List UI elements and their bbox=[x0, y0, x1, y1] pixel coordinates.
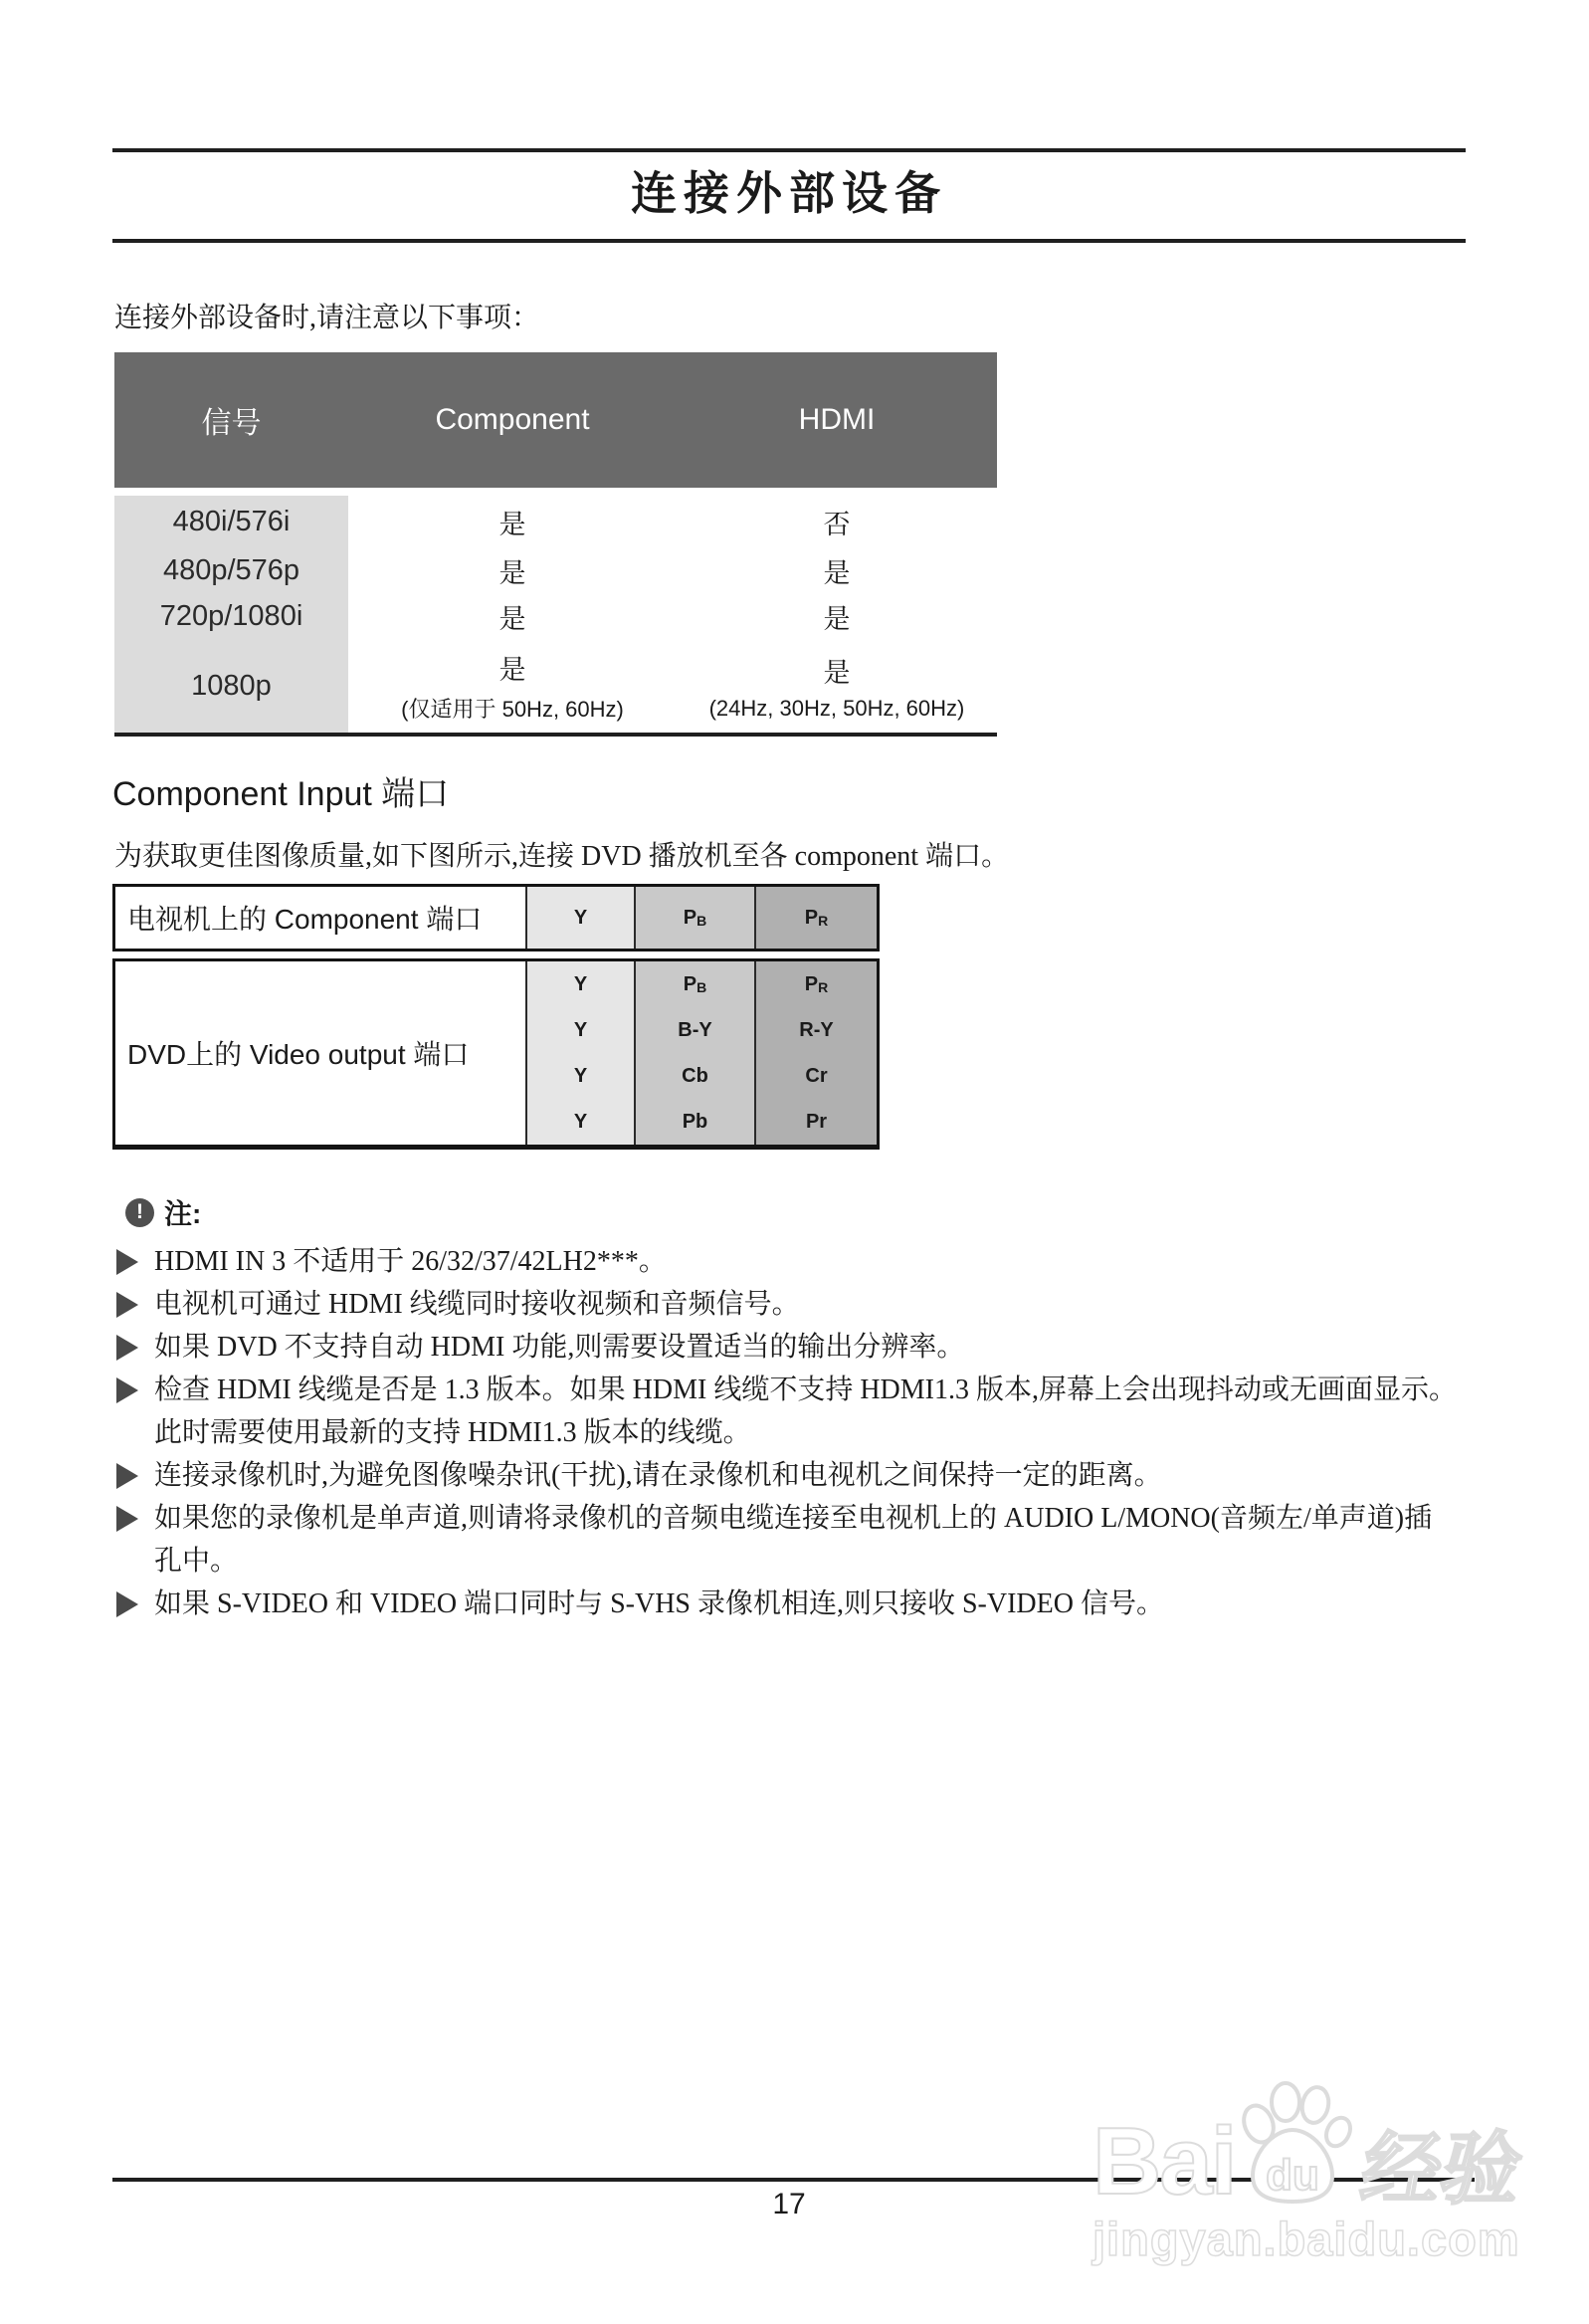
port-cell: P R bbox=[804, 972, 829, 995]
header-signal: 信号 bbox=[201, 407, 262, 440]
component-note: (仅适用于 50Hz, 60Hz) bbox=[401, 697, 624, 722]
port-column-pb bbox=[634, 887, 754, 949]
bullet-triangle-icon bbox=[116, 1292, 138, 1318]
bullet-triangle-icon bbox=[116, 1591, 138, 1617]
component-cell: 是 bbox=[498, 509, 526, 539]
port-cell: P B bbox=[683, 972, 707, 995]
port-cell: B-Y bbox=[678, 1018, 712, 1041]
component-cell: 是 bbox=[498, 557, 526, 588]
list-item: 连接录像机时,为避免图像噪杂讯(干扰),请在录像机和电视机之间保持一定的距离。 bbox=[114, 1454, 1460, 1497]
title-bottom-rule bbox=[112, 239, 1466, 243]
signal-cell: 480i/576i bbox=[114, 496, 348, 547]
bullet-triangle-icon bbox=[116, 1377, 138, 1403]
list-item: 检查 HDMI 线缆是否是 1.3 版本。如果 HDMI 线缆不支持 HDMI1.3 版本,屏幕上会出现抖动或无画面显示。此时需要使用最新的支持 HDMI1.3 版本的线缆。 bbox=[114, 1369, 1460, 1454]
port-cell: Cr bbox=[805, 1064, 828, 1087]
port-cell: Y bbox=[573, 1018, 588, 1041]
watermark bbox=[1092, 2072, 1530, 2266]
bullet-triangle-icon bbox=[116, 1463, 138, 1489]
intro-paragraph: 连接外部设备时,请注意以下事项： bbox=[114, 303, 540, 333]
page-title: 连接外部设备 bbox=[631, 167, 947, 219]
watermark-du-text: du bbox=[1266, 2151, 1320, 2200]
port-column-y bbox=[525, 961, 634, 1145]
bullet-triangle-icon bbox=[116, 1249, 138, 1275]
signal-table-header bbox=[114, 352, 997, 488]
port-cell: P R bbox=[804, 906, 829, 929]
port-column-pr bbox=[754, 961, 877, 1145]
component-cell bbox=[348, 639, 677, 733]
port-cell: Y bbox=[573, 972, 588, 995]
page-number: 17 bbox=[772, 2188, 806, 2220]
component-cell: 是 bbox=[498, 603, 526, 634]
watermark-logo bbox=[1092, 2072, 1530, 2215]
hdmi-cell: 是 bbox=[823, 603, 851, 634]
list-item: 如果 S-VIDEO 和 VIDEO 端口同时与 S-VHS 录像机相连,则只接收 S-VIDEO 信号。 bbox=[114, 1583, 1460, 1625]
hdmi-note: (24Hz, 30Hz, 50Hz, 60Hz) bbox=[708, 695, 965, 721]
top-rule bbox=[112, 148, 1466, 152]
port-cell: Y bbox=[573, 906, 588, 929]
signal-table-body bbox=[114, 496, 997, 737]
dvd-table-label: DVD上的 Video output 端口 bbox=[127, 1039, 470, 1070]
header-component: Component bbox=[435, 403, 590, 436]
list-item: 如果 DVD 不支持自动 HDMI 功能,则需要设置适当的输出分辨率。 bbox=[114, 1326, 1460, 1369]
notes-list bbox=[114, 1240, 1460, 1625]
port-cell: Pb bbox=[682, 1110, 708, 1133]
port-cell: Pr bbox=[805, 1110, 828, 1133]
signal-cell: 720p/1080i bbox=[114, 593, 348, 639]
port-cell: Cb bbox=[682, 1064, 708, 1087]
hdmi-value: 是 bbox=[823, 657, 851, 688]
section-description: 为获取更佳图像质量,如下图所示,连接 DVD 播放机至各 component 端口。 bbox=[114, 841, 1010, 872]
tv-component-table bbox=[112, 884, 880, 951]
port-cell: Y bbox=[573, 1110, 588, 1133]
port-column-pr bbox=[754, 887, 877, 949]
hdmi-cell: 是 bbox=[823, 557, 851, 588]
port-cell: Y bbox=[573, 1064, 588, 1087]
port-cell: R-Y bbox=[799, 1018, 834, 1041]
component-value: 是 bbox=[498, 655, 526, 685]
tv-table-label: 电视机上的 Component 端口 bbox=[127, 904, 483, 935]
signal-table bbox=[114, 352, 997, 737]
hdmi-cell: 否 bbox=[823, 509, 851, 539]
watermark-brand-text: Bai bbox=[1092, 2108, 1236, 2215]
port-column-pb bbox=[634, 961, 754, 1145]
list-item: 如果您的录像机是单声道,则请将录像机的音频电缆连接至电视机上的 AUDIO L/MONO(音频左/单声道)插孔中。 bbox=[114, 1497, 1460, 1583]
section-heading: Component Input 端口 bbox=[112, 775, 450, 813]
signal-cell: 1080p bbox=[114, 639, 348, 733]
note-label: 注: bbox=[164, 1198, 202, 1229]
note-header bbox=[125, 1192, 201, 1232]
list-item: 电视机可通过 HDMI 线缆同时接收视频和音频信号。 bbox=[114, 1283, 1460, 1326]
signal-cell: 480p/576p bbox=[114, 547, 348, 593]
watermark-brand-suffix: 经验 bbox=[1354, 2125, 1530, 2214]
dvd-output-table bbox=[112, 958, 880, 1150]
list-item: HDMI IN 3 不适用于 26/32/37/42LH2***。 bbox=[114, 1240, 1460, 1283]
bullet-triangle-icon bbox=[116, 1335, 138, 1361]
port-column-y bbox=[525, 887, 634, 949]
hdmi-cell bbox=[677, 639, 997, 733]
header-hdmi: HDMI bbox=[798, 403, 876, 436]
watermark-url: jingyan.baidu.com bbox=[1092, 2213, 1520, 2265]
bullet-triangle-icon bbox=[116, 1506, 138, 1532]
exclamation-icon: ! bbox=[125, 1198, 154, 1227]
paw-icon bbox=[1229, 2072, 1356, 2221]
port-cell: P B bbox=[683, 906, 707, 929]
